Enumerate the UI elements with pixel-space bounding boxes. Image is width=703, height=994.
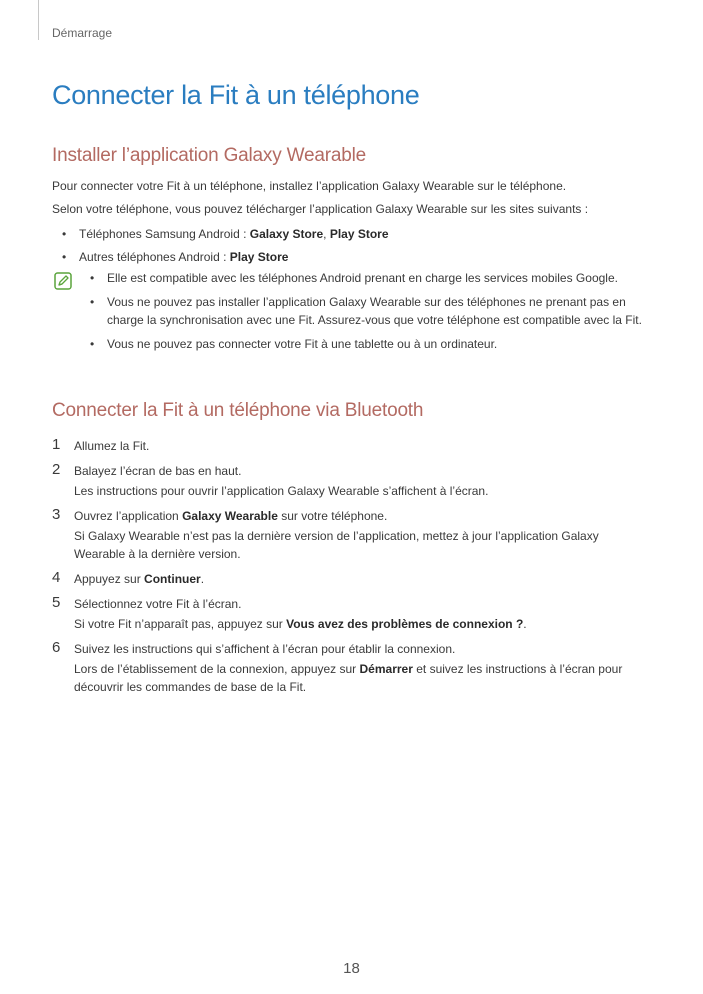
continuer-label: Continuer xyxy=(144,572,201,586)
step-subtext: Les instructions pour ouvrir l’application Galaxy Wearable s’affichent à l’écran. xyxy=(74,484,489,498)
section-header: Démarrage xyxy=(52,26,113,40)
bluetooth-heading: Connecter la Fit à un téléphone via Bluetooth xyxy=(52,400,424,421)
store-list-text: Autres téléphones Android : xyxy=(79,250,230,264)
install-paragraph-2: Selon votre téléphone, vous pouvez télécharger l’application Galaxy Wearable sur les sites suivants : xyxy=(52,202,589,216)
step-text: Appuyez sur Continuer. xyxy=(74,572,205,586)
galaxy-wearable-label: Galaxy Wearable xyxy=(182,509,278,523)
step-text: Sélectionnez votre Fit à l’écran. xyxy=(74,597,242,611)
step-text: Suivez les instructions qui s’affichent à l’écran pour établir la connexion. xyxy=(74,642,456,656)
step-text: Allumez la Fit. xyxy=(74,439,150,453)
note-list xyxy=(86,269,646,359)
galaxy-store-label: Galaxy Store xyxy=(249,227,324,241)
step-item xyxy=(52,437,652,455)
list-item: • Elle est compatible avec les téléphones Android prenant en charge les services mobiles Google. xyxy=(86,269,646,287)
step-item xyxy=(52,507,652,563)
list-item: • Vous ne pouvez pas installer l’application Galaxy Wearable sur des téléphones ne prenant pas en charge la synchronisation avec une Fit. Assurez-vous que votre téléphone est compatible avec la Fit. xyxy=(86,293,646,329)
step-number: 2 xyxy=(52,461,61,478)
header-divider xyxy=(38,0,39,40)
list-item: • Vous ne pouvez pas connecter votre Fit à une tablette ou à un ordinateur. xyxy=(86,335,646,353)
connection-problems-label: Vous avez des problèmes de connexion ? xyxy=(286,617,524,631)
list-item xyxy=(52,225,389,248)
step-item xyxy=(52,570,652,588)
step-subtext: Lors de l’établissement de la connexion, appuyez sur Démarrer et suivez les instructions à l’écran pour découvrir les commandes de base de la Fit. xyxy=(74,662,623,694)
page-number: 18 xyxy=(343,960,360,977)
note-pencil-icon xyxy=(54,272,72,290)
page-title: Connecter la Fit à un téléphone xyxy=(52,80,420,110)
demarrer-label: Démarrer xyxy=(359,662,413,676)
step-subtext: Si votre Fit n’apparaît pas, appuyez sur Vous avez des problèmes de connexion ?. xyxy=(74,617,527,631)
step-item xyxy=(52,462,652,500)
store-list-text: Téléphones Samsung Android : xyxy=(79,227,250,241)
step-number: 5 xyxy=(52,594,61,611)
store-separator: , xyxy=(323,227,330,241)
install-paragraph-1: Pour connecter votre Fit à un téléphone, installez l’application Galaxy Wearable sur le téléphone. xyxy=(52,179,567,193)
list-item xyxy=(52,248,389,271)
step-text: Balayez l’écran de bas en haut. xyxy=(74,464,242,478)
step-number: 6 xyxy=(52,639,61,656)
step-text: Ouvrez l’application Galaxy Wearable sur votre téléphone. xyxy=(74,509,388,523)
step-item xyxy=(52,640,652,696)
play-store-label: Play Store xyxy=(229,250,289,264)
store-list xyxy=(52,225,389,271)
step-number: 1 xyxy=(52,436,61,453)
install-heading: Installer l’application Galaxy Wearable xyxy=(52,145,366,166)
step-subtext: Si Galaxy Wearable n’est pas la dernière version de l’application, mettez à jour l’application Galaxy Wearable à la dernière version. xyxy=(74,529,599,561)
step-number: 4 xyxy=(52,569,61,586)
step-item xyxy=(52,595,652,633)
play-store-label: Play Store xyxy=(329,227,389,241)
steps-list xyxy=(52,437,652,703)
step-number: 3 xyxy=(52,506,61,523)
